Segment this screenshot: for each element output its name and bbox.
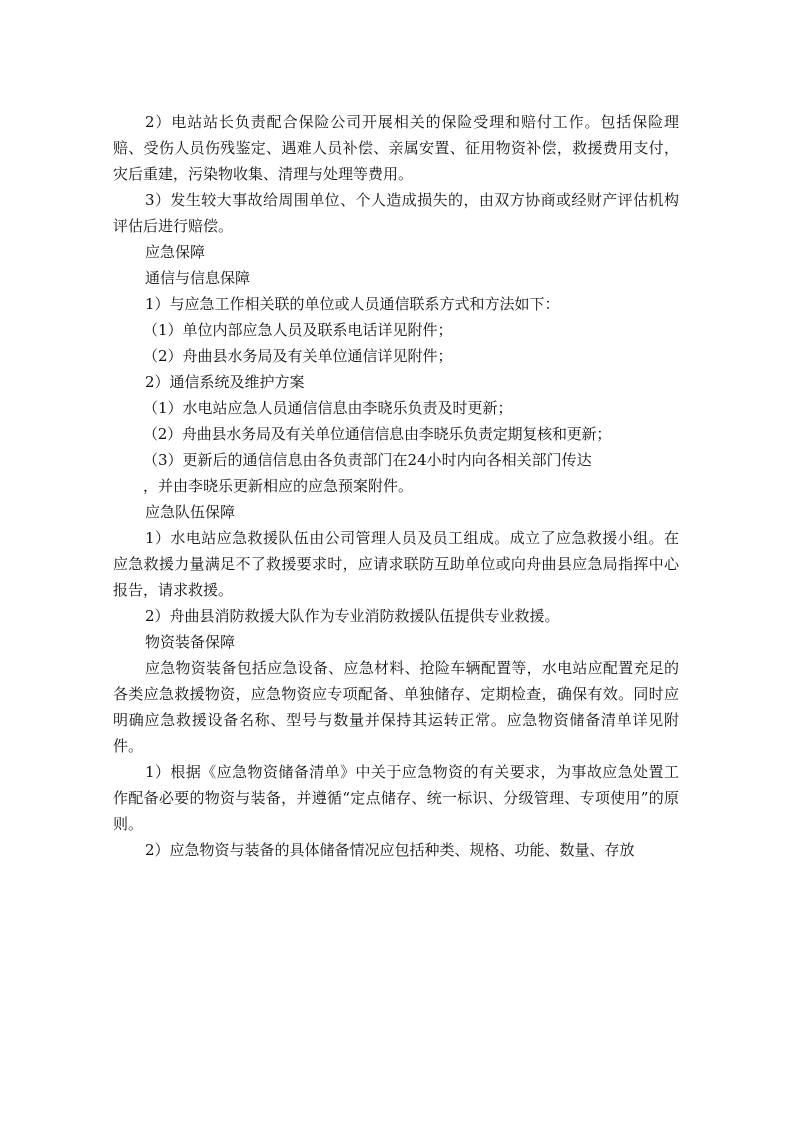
list-item-continuation: ，并由李晓乐更新相应的应急预案附件。 — [143, 477, 414, 495]
paragraph-materials-storage: 2）应急物资与装备的具体储备情况应包括种类、规格、功能、数量、存放 — [145, 841, 635, 859]
paragraph-materials-list: 1）根据《应急物资储备清单》中关于应急物资的有关要求，为事故应急处置工作配备必要的物资与装备，并遵循“定点储存、统一标识、分级管理、专项使用”的原则。 — [113, 763, 679, 833]
paragraph-rescue-team: 1）水电站应急救援队伍由公司管理人员及员工组成。成立了应急救援小组。在应急救援力量满足不了救援要求时，应请求联防互助单位或向舟曲县应急局指挥中心报告，请求救援。 — [113, 529, 679, 599]
list-item-bureau-update: （2）舟曲县水务局及有关单位通信信息由李晓乐负责定期复核和更新； — [143, 425, 612, 443]
paragraph-materials-overview: 应急物资装备包括应急设备、应急材料、抢险车辆配置等，水电站应配置充足的各类应急救援物资，应急物资应专项配备、单独储存、定期检查，确保有效。同时应明确应急救援设备名称、型号与数量并保持其运转正常。应急物资储备清单详见附件。 — [113, 659, 679, 755]
list-item-internal-contacts: （1）单位内部应急人员及联系电话详见附件； — [143, 321, 453, 339]
paragraph-contact-methods: 1）与应急工作相关联的单位或人员通信联系方式和方法如下： — [145, 295, 560, 313]
section-heading-emergency-support: 应急保障 — [145, 243, 206, 261]
list-item-water-bureau-contacts: （2）舟曲县水务局及有关单位通信详见附件； — [143, 347, 453, 365]
paragraph-fire-brigade: 2）舟曲县消防救援大队作为专业消防救援队伍提供专业救援。 — [145, 607, 560, 625]
document-body — [113, 109, 679, 863]
paragraph-compensation: 3）发生较大事故给周围单位、个人造成损失的，由双方协商或经财产评估机构评估后进行赔偿。 — [113, 191, 679, 235]
paragraph-comm-system: 2）通信系统及维护方案 — [145, 373, 305, 391]
list-item-24h-relay: （3）更新后的通信信息由各负责部门在24小时内向各相关部门传达 — [143, 451, 592, 469]
section-heading-materials: 物资装备保障 — [145, 633, 236, 651]
list-item-station-update: （1）水电站应急人员通信信息由李晓乐负责及时更新； — [143, 399, 513, 417]
section-heading-communication: 通信与信息保障 — [145, 269, 251, 287]
section-heading-team-support: 应急队伍保障 — [145, 503, 236, 521]
paragraph-insurance-claims: 2）电站站长负责配合保险公司开展相关的保险受理和赔付工作。包括保险理赔、受伤人员伤残鉴定、遇难人员补偿、亲属安置、征用物资补偿，救援费用支付，灾后重建，污染物收集、清理与处理等费用。 — [113, 113, 679, 183]
